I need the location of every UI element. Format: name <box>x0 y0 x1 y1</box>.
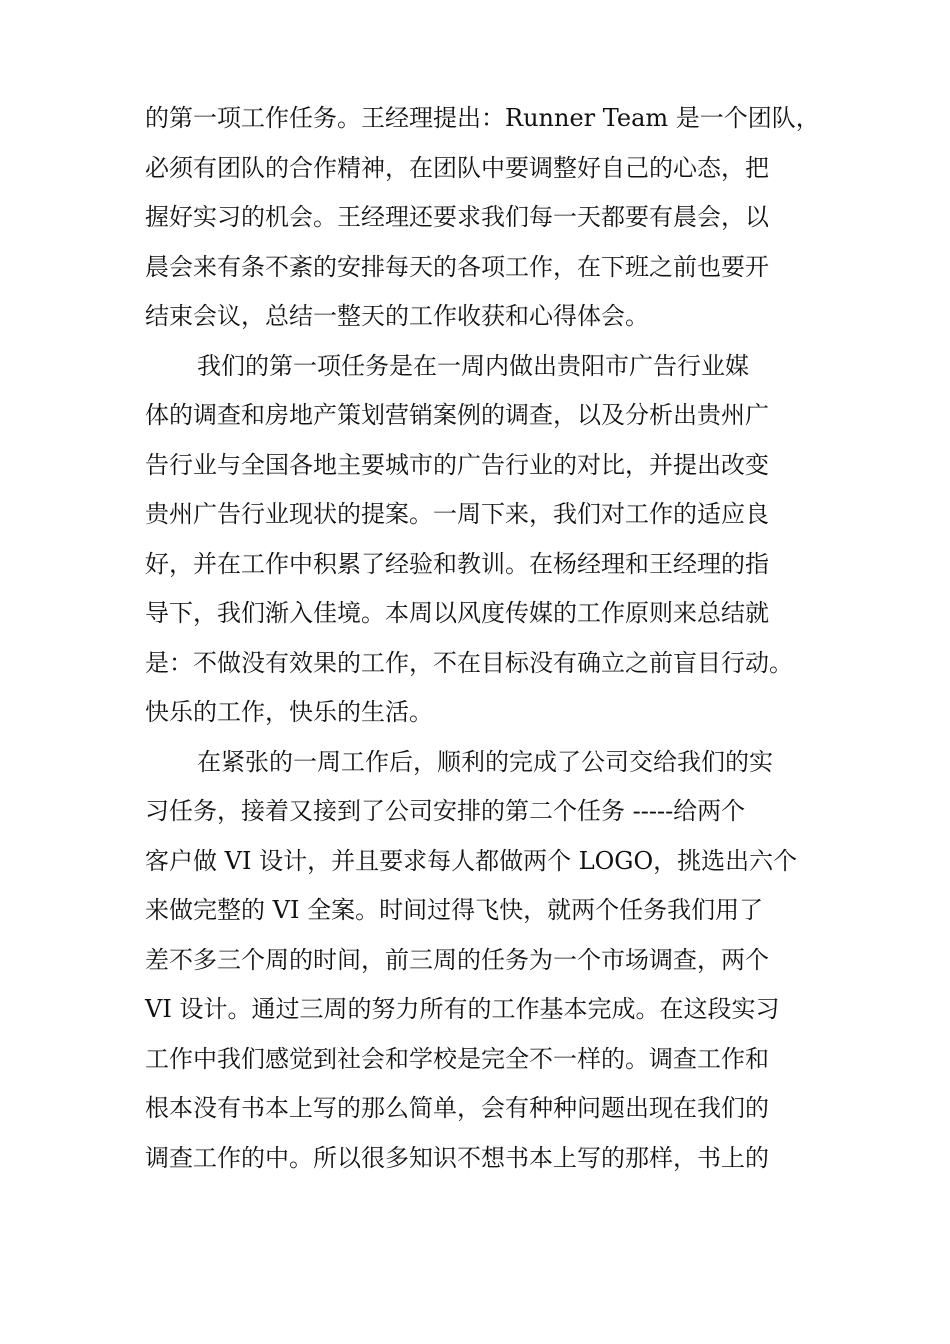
text-line: 好，并在工作中积累了经验和教训。在杨经理和王经理的指 <box>145 549 769 578</box>
text-line: 调查工作的中。所以很多知识不想书本上写的那样，书上的 <box>145 1143 769 1172</box>
paragraph-1 <box>145 98 820 346</box>
paragraph-2 <box>145 346 810 742</box>
text-line: VI 设计。通过三周的努力所有的工作基本完成。在这段实习 <box>145 995 780 1023</box>
text-line: 习任务，接着又接到了公司安排的第二个任务 -----给两个 <box>145 797 746 825</box>
text-line: 是：不做没有效果的工作，不在目标没有确立之前盲目行动。 <box>145 648 793 677</box>
text-line: 来做完整的 VI 全案。时间过得飞快，就两个任务我们用了 <box>145 896 764 924</box>
text-line: 贵州广告行业现状的提案。一周下来，我们对工作的适应良 <box>145 500 769 528</box>
text-line: 的第一项工作任务。王经理提出：Runner Team 是一个团队， <box>145 104 820 132</box>
text-line: 握好实习的机会。王经理还要求我们每一天都要有晨会，以 <box>145 203 769 231</box>
text-line: 快乐的工作，快乐的生活。 <box>145 698 433 726</box>
text-line: 结束会议，总结一整天的工作收获和心得体会。 <box>145 302 649 330</box>
text-line: 体的调查和房地产策划营销案例的调查，以及分析出贵州广 <box>145 401 769 429</box>
text-line: 告行业与全国各地主要城市的广告行业的对比，并提出改变 <box>145 450 769 479</box>
document-body <box>145 98 820 1187</box>
text-line: 客户做 VI 设计，并且要求每人都做两个 LOGO，挑选出六个 <box>145 846 798 875</box>
text-line: 必须有团队的合作精神，在团队中要调整好自己的心态，把 <box>145 153 769 182</box>
paragraph-3 <box>145 742 810 1188</box>
text-line: 根本没有书本上写的那么简单，会有种种问题出现在我们的 <box>145 1094 769 1122</box>
text-line: 我们的第一项任务是在一周内做出贵阳市广告行业媒 <box>197 351 749 380</box>
text-line: 差不多三个周的时间，前三周的任务为一个市场调查，两个 <box>145 945 769 974</box>
text-line: 工作中我们感觉到社会和学校是完全不一样的。调查工作和 <box>145 1044 769 1073</box>
text-line: 晨会来有条不紊的安排每天的各项工作，在下班之前也要开 <box>145 252 769 281</box>
text-line: 在紧张的一周工作后，顺利的完成了公司交给我们的实 <box>197 747 773 776</box>
text-line: 导下，我们渐入佳境。本周以风度传媒的工作原则来总结就 <box>145 599 769 627</box>
